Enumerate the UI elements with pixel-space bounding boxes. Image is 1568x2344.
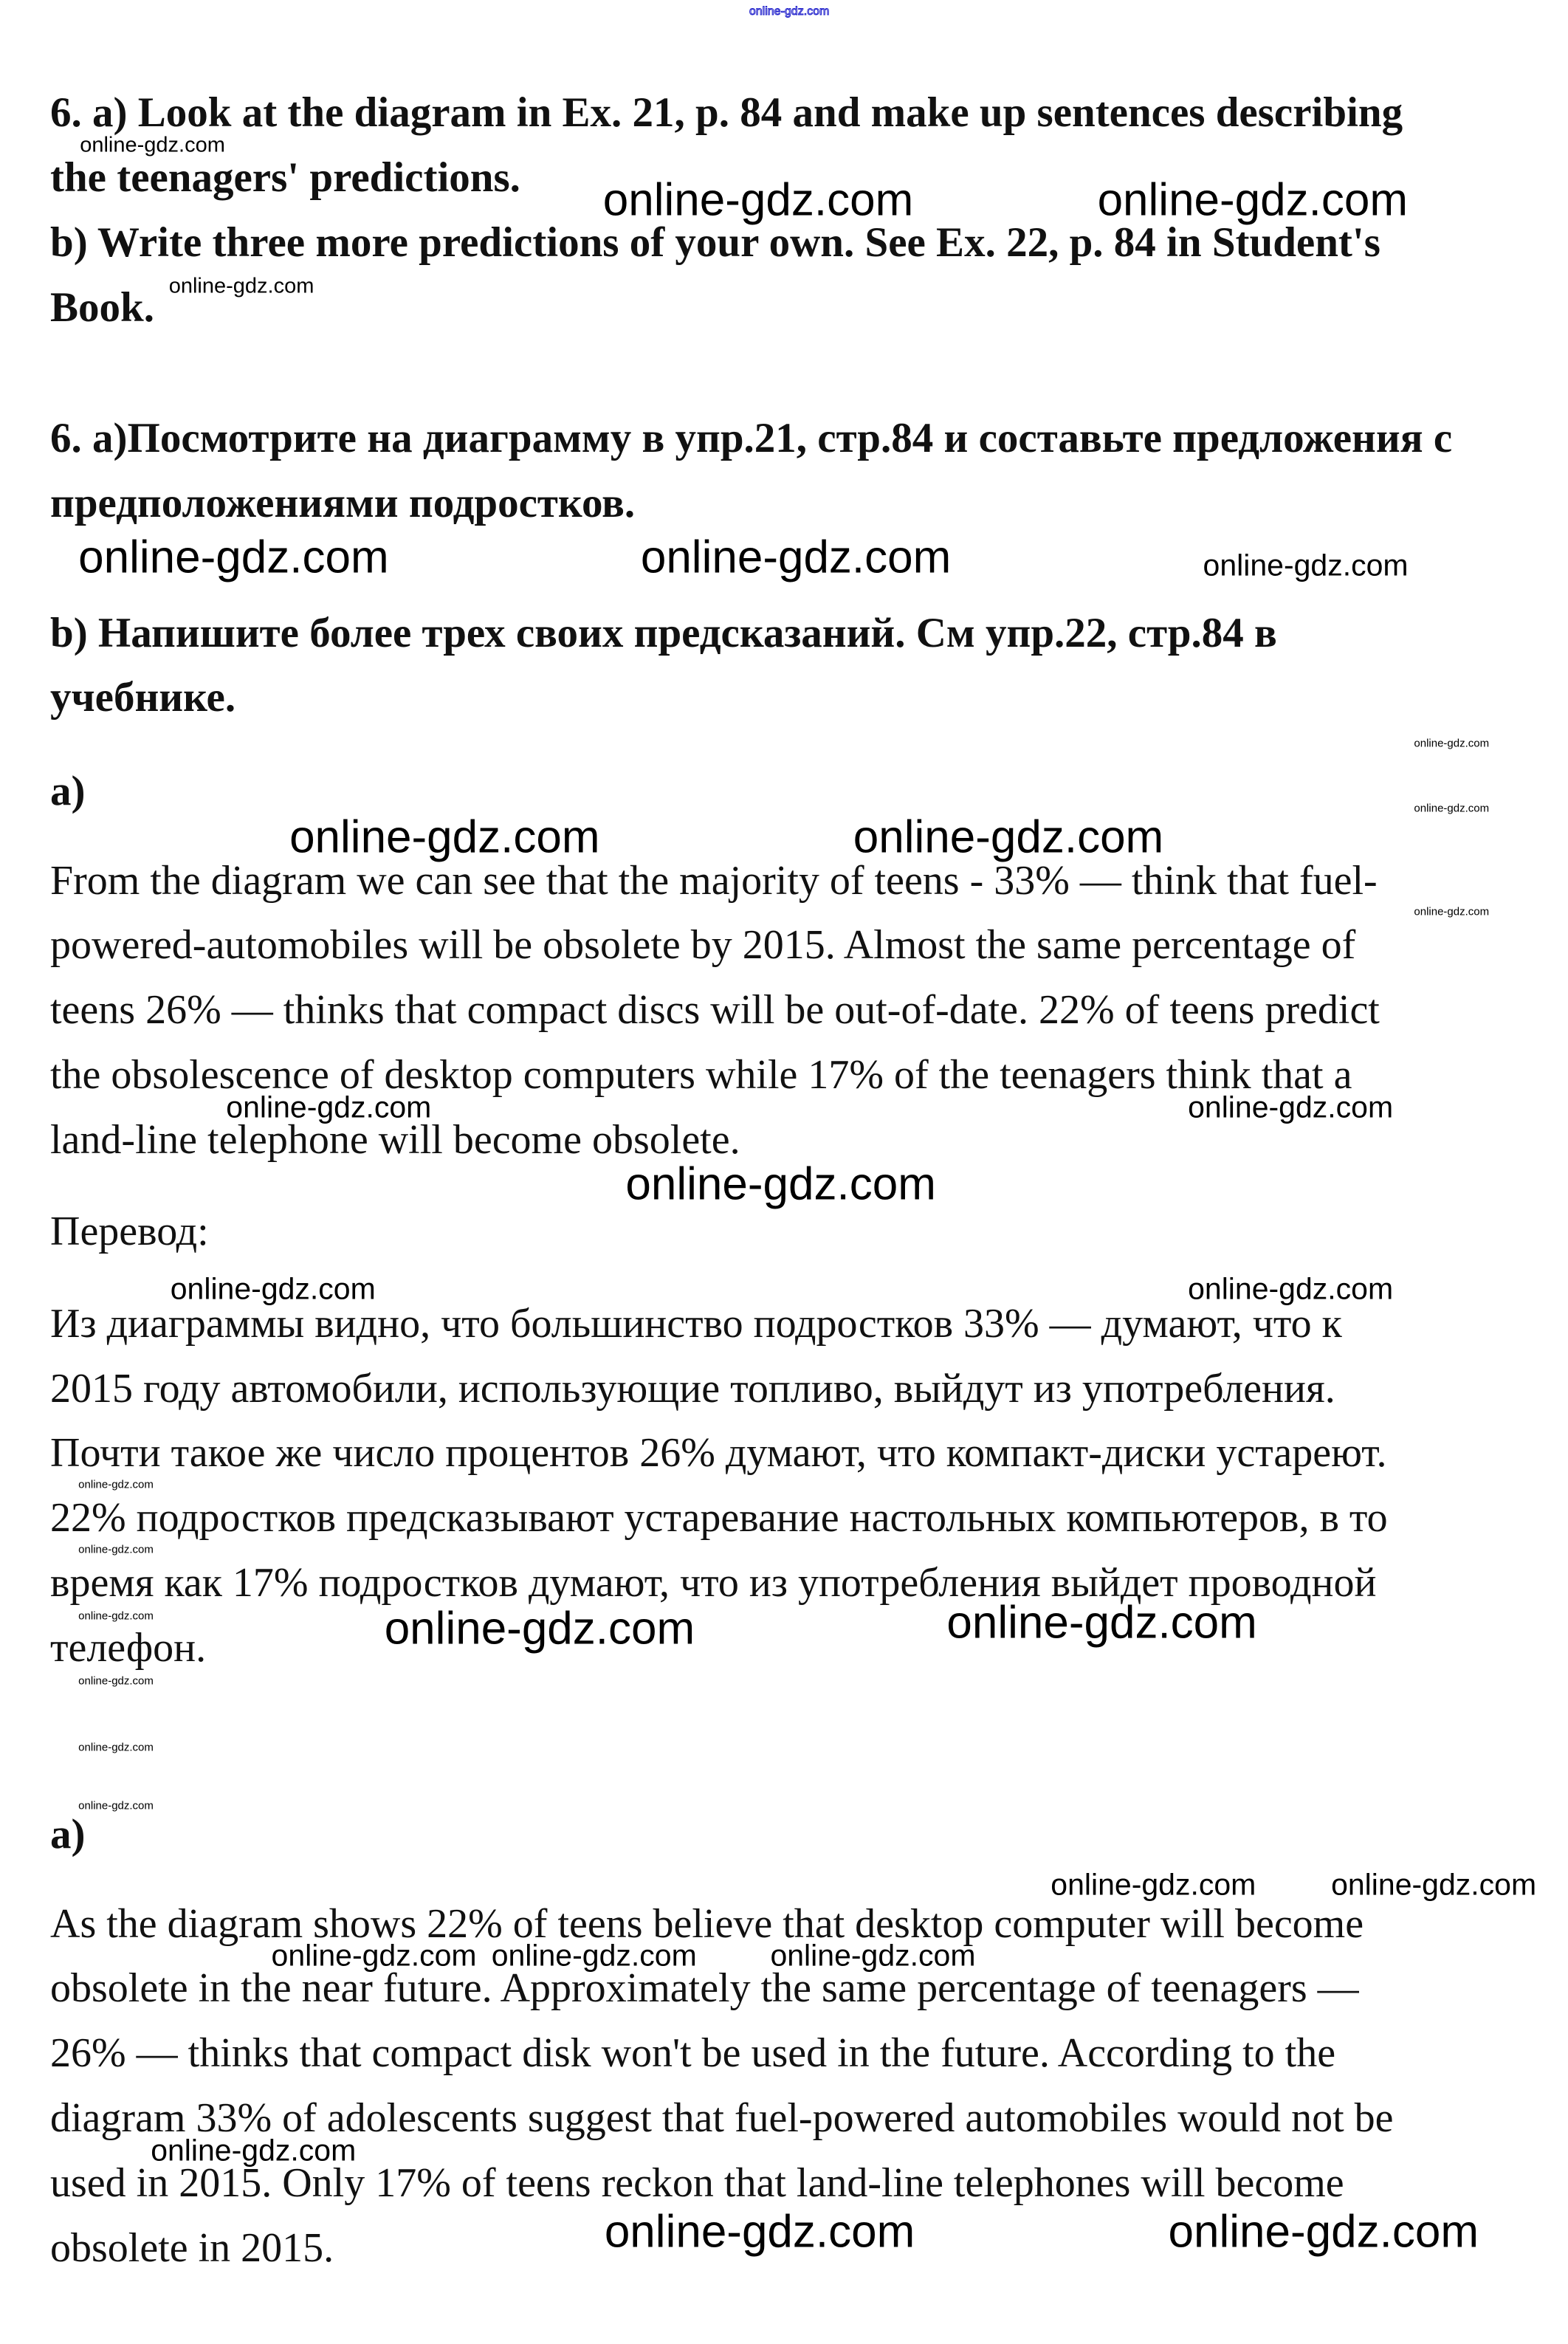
- answer-line: the obsolescence of desktop computers while 17% of the teenagers think that a: [50, 1051, 1352, 1098]
- translation-line: 22% подростков предсказывают устаревание настольных компьютеров, в то: [50, 1495, 1388, 1542]
- answer-line: diagram 33% of adolescents suggest that fuel-powered automobiles would not be: [50, 2095, 1394, 2141]
- watermark: online-gdz.com: [78, 1478, 154, 1491]
- watermark: online-gdz.com: [78, 532, 389, 583]
- watermark: online-gdz.com: [384, 1604, 695, 1655]
- translation-line: 2015 году автомобили, использующие топливо, выйдут из употребления.: [50, 1365, 1335, 1412]
- task-english-line: Book.: [50, 283, 154, 331]
- watermark: online-gdz.com: [1414, 737, 1490, 750]
- answer-line: As the diagram shows 22% of teens believe that desktop computer will become: [50, 1900, 1364, 1947]
- task-russian-line: предположениями подростков.: [50, 480, 636, 527]
- watermark: online-gdz.com: [602, 174, 914, 226]
- task-russian-line: 6. а)Посмотрите на диаграмму в упр.21, стр.84 и составьте предложения с: [50, 415, 1453, 462]
- watermark: online-gdz.com: [770, 1939, 976, 1973]
- answer-label: a): [50, 1811, 86, 1858]
- answer-line: powered-automobiles will be obsolete by 2015. Almost the same percentage of: [50, 922, 1356, 969]
- watermark: online-gdz.com: [151, 2133, 357, 2168]
- watermark: online-gdz.com: [78, 1799, 154, 1812]
- answer-line: land-line telephone will become obsolete.: [50, 1116, 740, 1163]
- watermark: online-gdz.com: [1414, 802, 1490, 814]
- task-english-line: the teenagers' predictions.: [50, 154, 520, 201]
- watermark: online-gdz.com: [226, 1090, 432, 1124]
- answer-line: used in 2015. Only 17% of teens reckon that land-line telephones will become: [50, 2159, 1344, 2206]
- translation-line: время как 17% подростков думают, что из употребления выйдет проводной: [50, 1560, 1377, 1606]
- task-russian-line: b) Напишите более трех своих предсказаний. См упр.22, стр.84 в: [50, 609, 1277, 656]
- translation-line: Из диаграммы видно, что большинство подростков 33% — думают, что к: [50, 1300, 1342, 1347]
- watermark: online-gdz.com: [640, 532, 952, 583]
- translation-line: телефон.: [50, 1624, 207, 1671]
- watermark: online-gdz.com: [1414, 905, 1490, 918]
- answer-line: 26% — thinks that compact disk won't be used in the future. According to the: [50, 2030, 1336, 2077]
- watermark: online-gdz.com: [170, 1271, 376, 1306]
- task-english-line: b) Write three more predictions of your own. See Ex. 22, p. 84 in Student's: [50, 219, 1380, 266]
- watermark: online-gdz.com: [78, 1674, 154, 1688]
- translation-label: Перевод:: [50, 1209, 209, 1255]
- watermark: online-gdz.com: [1203, 548, 1409, 582]
- watermark: online-gdz.com: [289, 812, 600, 863]
- watermark: online-gdz.com: [1188, 1090, 1394, 1124]
- watermark: online-gdz.com: [78, 1609, 154, 1623]
- watermark: online-gdz.com: [604, 2206, 915, 2258]
- task-russian-line: учебнике.: [50, 674, 236, 721]
- answer-line: obsolete in 2015.: [50, 2224, 334, 2271]
- watermark: online-gdz.com: [946, 1597, 1257, 1649]
- watermark: online-gdz.com: [1188, 1271, 1394, 1306]
- watermark: online-gdz.com: [80, 133, 225, 157]
- watermark: online-gdz.com: [1097, 174, 1408, 226]
- answer-line: obsolete in the near future. Approximately the same percentage of teenagers —: [50, 1965, 1359, 2012]
- answer-label: a): [50, 768, 86, 815]
- watermark: online-gdz.com: [625, 1158, 936, 1210]
- answer-line: From the diagram we can see that the majority of teens - 33% — think that fuel-: [50, 857, 1378, 904]
- task-english-line: 6. a) Look at the diagram in Ex. 21, p. 84 and make up sentences describing: [50, 89, 1403, 137]
- watermark: online-gdz.com: [78, 1543, 154, 1556]
- answer-line: teens 26% — thinks that compact discs will be out-of-date. 22% of teens predict: [50, 987, 1380, 1034]
- translation-line: Почти такое же число процентов 26% думают, что компакт-диски устареют.: [50, 1430, 1387, 1477]
- watermark: online-gdz.com: [853, 812, 1164, 863]
- watermark: online-gdz.com: [749, 5, 830, 18]
- watermark: online-gdz.com: [1051, 1867, 1256, 1902]
- watermark: online-gdz.com: [1168, 2206, 1479, 2258]
- watermark: online-gdz.com: [168, 274, 314, 298]
- watermark: online-gdz.com: [78, 1741, 154, 1754]
- watermark: online-gdz.com: [271, 1939, 477, 1973]
- watermark: online-gdz.com: [491, 1939, 697, 1973]
- watermark: online-gdz.com: [1331, 1867, 1537, 1902]
